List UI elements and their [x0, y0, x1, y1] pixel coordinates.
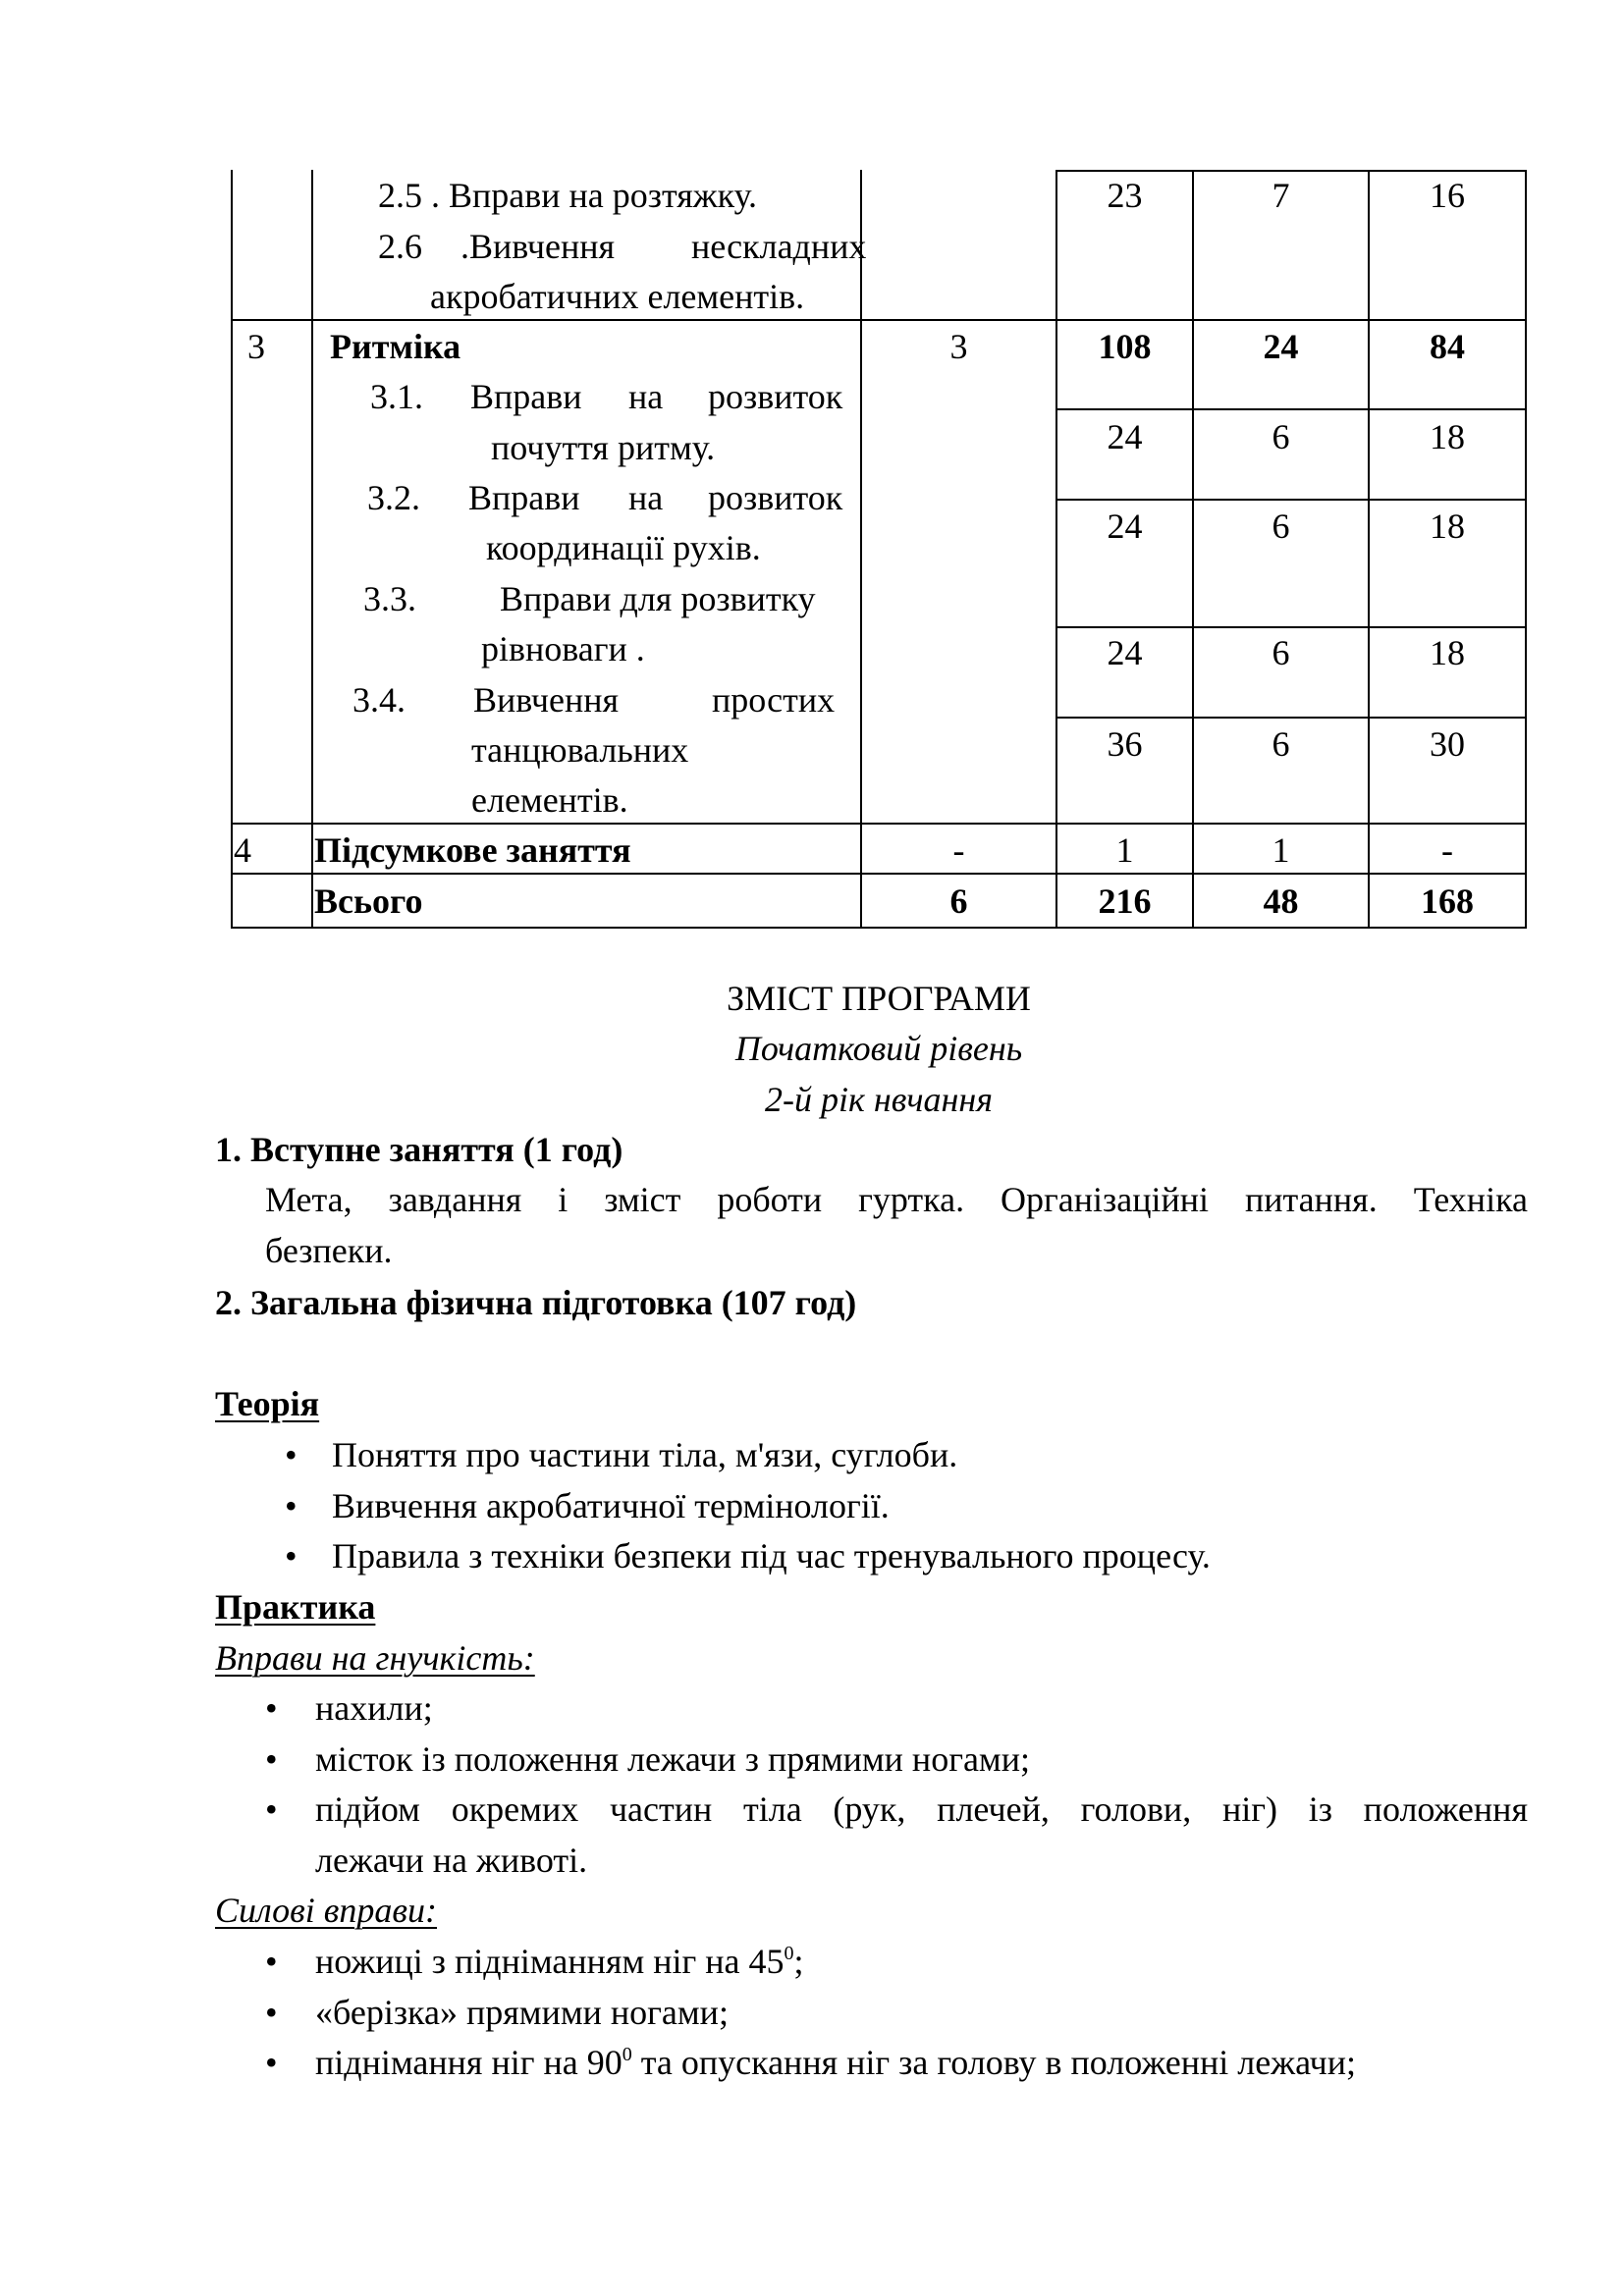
theory-item: Вивчення акробатичної термінології. — [332, 1486, 890, 1525]
level-subtitle: Початковий рівень — [734, 1029, 1023, 1068]
practice-heading: Практика — [215, 1587, 376, 1627]
table-cell-practice: - — [1441, 830, 1453, 870]
table-cell-practice: 18 — [1430, 507, 1465, 546]
section-1-paragraph-line: Мета, завдання і зміст роботи гуртка. Організаційні питання. Техніка — [265, 1180, 1529, 1219]
table-cell-total: 24 — [1107, 633, 1143, 672]
theory-item: Правила з техніки безпеки під час тренувального процесу. — [332, 1536, 1211, 1575]
table-cell-theory: 6 — [1272, 507, 1290, 546]
table-cell-practice: 168 — [1421, 881, 1474, 921]
section-2-title: 2. Загальна фізична підготовка (107 год) — [215, 1283, 857, 1322]
table-cell-total: 24 — [1107, 417, 1143, 456]
table-cell-topic: акробатичних елементів. — [430, 277, 805, 316]
table-cell-topic: простих — [712, 680, 836, 720]
table-subrow-divider — [1056, 626, 1527, 628]
table-cell-practice: 18 — [1430, 633, 1465, 672]
table-cell-total: 216 — [1098, 881, 1152, 921]
strength-item: ножиці з підніманням ніг на $45^0$; — [315, 1942, 804, 1981]
table-col-divider-4 — [1192, 170, 1194, 929]
theory-heading: Теорія — [215, 1384, 320, 1423]
table-cell-total: 24 — [1107, 507, 1143, 546]
table-col-divider-2 — [860, 170, 862, 929]
strength-item: піднімання ніг на $90^0$ та опускання ніг за голову в положенні лежачи; — [315, 2043, 1356, 2082]
table-row-divider — [231, 873, 1527, 875]
table-col-divider-3 — [1056, 170, 1057, 929]
table-cell-practice: 84 — [1430, 327, 1465, 366]
table-cell-theory: 6 — [1272, 633, 1290, 672]
table-cell-title: Ритміка — [330, 327, 461, 366]
table-cell-topic: 3.3. — [363, 579, 416, 618]
table-cell-theory: 6 — [1272, 724, 1290, 764]
year-subtitle: 2-й рік нвчання — [765, 1080, 993, 1119]
bullet-icon: • — [285, 1486, 298, 1525]
table-cell-total: 36 — [1107, 724, 1143, 764]
table-cell-topic: елементів. — [471, 780, 628, 820]
table-cell-title: Підсумкове заняття — [314, 830, 631, 870]
section-heading: ЗМІСТ ПРОГРАМИ — [727, 979, 1031, 1018]
table-border-left — [231, 170, 233, 929]
table-cell-topic: нескладних — [691, 227, 867, 266]
section-1-paragraph-line: безпеки. — [265, 1231, 393, 1270]
flexibility-item: підйом окремих частин тіла (рук, плечей, голови, ніг) із положення — [315, 1789, 1528, 1829]
table-cell-topic: розвиток — [708, 377, 843, 416]
table-cell-total: 108 — [1098, 327, 1152, 366]
table-cell-number: 4 — [234, 830, 251, 870]
table-cell-topic: танцювальних — [471, 730, 689, 770]
table-cell-topic: розвиток — [708, 478, 843, 517]
table-cell-title: Всього — [314, 881, 423, 921]
table-cell-theory: 24 — [1263, 327, 1299, 366]
table-cell-practice: 30 — [1430, 724, 1465, 764]
table-row-divider — [231, 319, 1527, 321]
bullet-icon: • — [285, 1435, 298, 1474]
table-border-right — [1525, 170, 1527, 929]
table-cell-topic: Вправи — [470, 377, 582, 416]
table-col-divider-1 — [311, 170, 313, 929]
table-row-divider — [231, 823, 1527, 825]
table-cell-theory: 1 — [1272, 830, 1290, 870]
table-col-divider-5 — [1368, 170, 1370, 929]
table-cell-theory: 7 — [1272, 176, 1290, 215]
strength-item: «берізка» прямими ногами; — [315, 1993, 729, 2032]
table-subrow-divider — [1056, 408, 1527, 410]
table-cell-theory: 6 — [1272, 417, 1290, 456]
section-1-title: 1. Вступне заняття (1 год) — [215, 1130, 623, 1169]
bullet-icon: • — [265, 1739, 278, 1779]
table-cell-topic: на — [628, 478, 664, 517]
table-cell-hours: 3 — [949, 327, 968, 366]
table-cell-hours: - — [952, 830, 965, 870]
table-cell-total: 1 — [1115, 830, 1134, 870]
table-cell-topic: 2.6 — [378, 227, 422, 266]
bullet-icon: • — [265, 1789, 278, 1829]
table-cell-practice: 16 — [1430, 176, 1465, 215]
table-cell-topic: 3.1. — [370, 377, 423, 416]
strength-subheading: Силові вправи: — [215, 1891, 438, 1930]
table-subrow-divider — [1056, 499, 1527, 501]
table-cell-topic: 3.4. — [352, 680, 406, 720]
table-cell-topic: Вправи — [468, 478, 580, 517]
flexibility-item-continuation: лежачи на животі. — [315, 1841, 588, 1880]
table-border-bottom — [231, 927, 1527, 929]
table-cell-practice: 18 — [1430, 417, 1465, 456]
table-cell-topic: почуття ритму. — [491, 428, 716, 467]
table-cell-topic: на — [628, 377, 664, 416]
bullet-icon: • — [265, 1688, 278, 1728]
bullet-icon: • — [285, 1536, 298, 1575]
table-cell-hours: 6 — [949, 881, 968, 921]
flexibility-subheading: Вправи на гнучкість: — [215, 1638, 535, 1678]
table-cell-topic: 2.5 . Вправи на розтяжку. — [378, 176, 758, 215]
table-row-divider — [1056, 170, 1527, 172]
bullet-icon: • — [265, 1942, 278, 1981]
bullet-icon: • — [265, 2043, 278, 2082]
table-cell-topic: Вправи для розвитку — [500, 579, 816, 618]
flexibility-item: нахили; — [315, 1688, 433, 1728]
table-subrow-divider — [1056, 717, 1527, 719]
table-cell-topic: Вивчення — [473, 680, 620, 720]
theory-item: Поняття про частини тіла, м'язи, суглоби. — [332, 1435, 958, 1474]
bullet-icon: • — [265, 1993, 278, 2032]
table-cell-topic: координації рухів. — [486, 528, 761, 567]
table-cell-total: 23 — [1107, 176, 1143, 215]
flexibility-item: місток із положення лежачи з прямими ногами; — [315, 1739, 1030, 1779]
table-cell-topic: 3.2. — [367, 478, 420, 517]
table-cell-topic: .Вивчення — [460, 227, 616, 266]
table-cell-number: 3 — [247, 327, 265, 366]
table-cell-theory: 48 — [1263, 881, 1299, 921]
table-cell-topic: рівноваги . — [481, 629, 645, 668]
